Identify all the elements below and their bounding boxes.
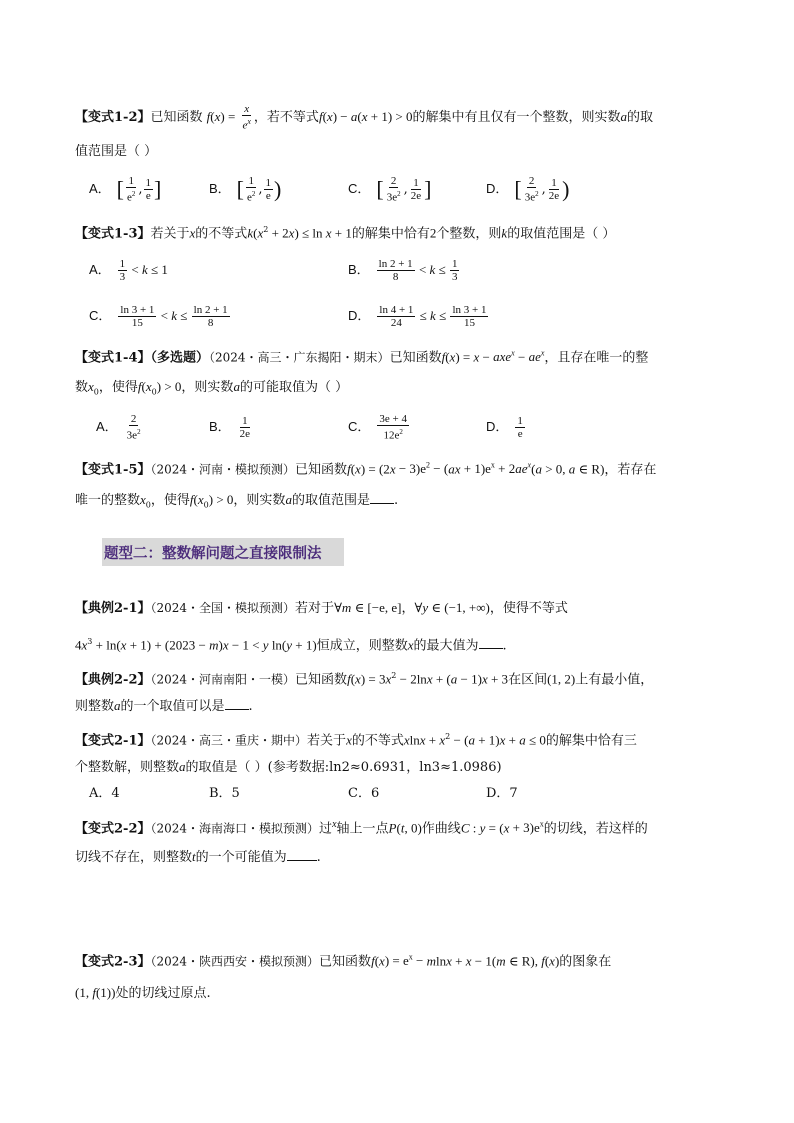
text: 的解集中有且仅有一个整数，则实数 [412,109,621,125]
problem-tag: 【变式1-3】 [75,226,151,242]
problem-tag: 【典例2-2】 [75,672,151,688]
problem-1-5-line-1: 【变式1-5】（2024・河南・模拟预测）已知函数$f(x) = (2x - 3)e^2 - (ax + 1)e^x + 2ae^x(a > 0$, a ∈ R)，若存在 [75,461,657,478]
problem-1-5-line-2: 唯一的整数$x_0$，使得$f(x_0) > 0$，则实数a的取值范围是 . [75,492,399,510]
text: 个整数，则 [436,226,502,242]
example-2-1-line-1: 【典例2-1】（2024・全国・模拟预测）若对于∀m ∈ [−e, e]，∀y ∈ (−1, +∞)，使得不等式 [75,600,568,616]
text: . [248,699,253,714]
text: 已知函数 [295,462,348,478]
option-b[interactable]: B．5 [209,786,240,801]
text: 已知函数 [150,109,203,125]
text: 的一个取值可以是 [120,699,225,714]
answer-blank[interactable] [479,636,503,649]
answer-blank[interactable] [370,491,394,504]
option-label: D． [348,308,371,323]
option-b[interactable]: B． [ $\frac{1}{e^2}$ , $\frac{1}{e}$ ) [209,175,282,204]
text: （多选题） [150,350,210,366]
option-label: A． [89,181,111,196]
text: 的不等式 [351,733,404,749]
section-title: 题型二：整数解问题之直接限制法 [104,546,322,562]
text: ，则实数 [233,493,286,508]
text: 的解集中恰有 [351,226,430,242]
option-a[interactable]: A． $\frac{2}{3e^2}$ [96,413,141,442]
problem-1-3-line-1: 【变式1-3】若关于x的不等式$k(x^2 + 2x) \le \ln x + 1$的解集中恰有2个整数，则k的取值范围是（ ） [75,225,616,242]
text: ，使得 [98,380,138,395]
option-c[interactable]: C． $\frac{\ln 3 + 1}{15}$ < k ≤ $\frac{\ln 2 + 1}{8}$ [89,304,228,329]
text: 过 [319,821,333,837]
problem-tag: 【变式1-4】 [75,350,151,366]
text: 则整数 [75,699,115,714]
option-d[interactable]: D．7 [486,786,518,801]
text: 若对于 [295,601,335,616]
text: 的可能取值为（ ） [239,380,349,395]
text: 在区间 [508,672,548,688]
option-c[interactable]: C． [ $\frac{2}{3e^2}$ , $\frac{1}{2e}$ ] [348,175,432,204]
text: （2024・全国・模拟预测） [150,601,296,615]
option-label: D． [486,419,509,434]
text: . [316,850,321,865]
text: 作曲线 [421,821,461,837]
option-c[interactable]: C． $\frac{3e + 4}{12e^2}$ [348,413,407,442]
text: 已知函数 [389,350,442,366]
problem-2-1-line-2: 个整数解，则整数a的取值是（ ）(参考数据:ln2≈0.6931，ln3≈1.0986) [75,759,502,775]
fraction: $\frac{x}{e^x}$ [242,103,251,132]
text: （2024・高三・广东揭阳・期末） [209,350,390,365]
option-b[interactable]: B． $\frac{\ln 2 + 1}{8}$ < k ≤ $\frac{1}{3}$ [348,258,458,283]
example-2-2-line-1: 【典例2-2】（2024・河南南阳・一模）已知函数$f(x) = 3x^2 - 2\ln x + (a - 1)x + 3$在区间(1, 2)上有最小值， [75,671,654,688]
text: 恒成立，则整数 [316,638,408,654]
text: 的切线，若这样的 [543,821,648,837]
text: （2024・高三・重庆・期中） [150,733,308,748]
answer-blank[interactable] [225,697,249,710]
text: ，则实数 [181,380,234,395]
text: 上有最小值， [575,672,654,688]
option-label: D． [486,181,509,196]
answer-blank[interactable] [287,848,317,861]
text: 切线不存在，则整数 [75,850,193,865]
problem-1-4-line-2: 数$x_0$，使得$f(x_0) > 0$，则实数a的可能取值为（ ） [75,379,349,397]
problem-1-2-line-1: 【变式1-2】已知函数 f(x) = $\frac{x}{e^x}$ ，若不等式f(x) − a(x + 1) > 0的解集中有且仅有一个整数，则实数a的取 [75,103,654,132]
option-a[interactable]: A． [ $\frac{1}{e^2}$ , $\frac{1}{e}$ ] [89,175,162,204]
text: . [502,638,507,654]
problem-2-1-line-1: 【变式2-1】（2024・高三・重庆・期中）若关于x的不等式$xlnx + x^2 - (a + 1)x + a \le 0$的解集中恰有三 [75,732,637,749]
text: 若关于 [150,226,190,242]
option-label: B． [348,262,370,277]
option-label: C． [348,419,371,434]
option-b[interactable]: B． $\frac{1}{2e}$ [209,415,251,440]
text: 个整数解，则整数 [75,760,180,775]
problem-2-3-line-1: 【变式2-3】（2024・陕西西安・模拟预测）已知函数$f(x) = e^x - mlnx + x - 1(m$ ∈ R), f(x)的图象在 [75,953,612,970]
option-d[interactable]: D． [ $\frac{2}{3e^2}$ , $\frac{1}{2e}$ ) [486,175,570,204]
example-2-2-line-2: 则整数a的一个取值可以是 . [75,698,253,714]
text: ，若存在 [604,462,657,478]
text: 2 [429,225,437,241]
problem-2-2-line-2: 切线不存在，则整数t的一个可能值为 . [75,849,321,865]
text: 的解集中恰有三 [545,733,637,749]
text: （2024・河南南阳・一模） [150,672,296,687]
option-a[interactable]: A．4 [89,786,120,801]
text: 的取值范围是 [291,493,370,508]
text: ，且存在唯一的整 [544,350,649,366]
problem-tag: 【变式1-5】 [75,462,151,478]
problem-tag: 【典例2-1】 [75,601,151,616]
text: 的最大值为 [413,638,479,654]
text: ， [401,601,415,616]
text: 的取 [627,109,654,125]
option-c[interactable]: C．6 [348,786,380,801]
option-a[interactable]: A． $\frac{1}{3}$ < k ≤ 1 [89,258,168,283]
option-label: B． [209,181,231,196]
text: 的不等式 [195,226,248,242]
text: 的图象在 [559,954,612,970]
text: 数 [75,380,89,395]
option-label: C． [348,181,371,196]
option-label: B． [209,419,231,434]
problem-1-2-line-2: 值范围是（ ） [75,144,158,159]
text: ，使得 [150,493,190,508]
text: （2024・海南海口・模拟预测） [150,821,320,836]
text: 的一个可能值为 [195,850,287,865]
option-label: C． [89,308,112,323]
section-heading [102,538,344,566]
text: 的取值范围是（ ） [507,226,616,242]
problem-2-3-line-2: (1, f(1))处的切线过原点. [75,985,211,1001]
text: （2024・陕西西安・模拟预测） [150,954,320,969]
problem-tag: 【变式1-2】 [75,109,151,125]
problem-tag: 【变式2-3】 [75,954,151,970]
text: ，若不等式 [253,109,319,125]
text: 轴上一点 [336,821,389,837]
text: （2024・河南・模拟预测） [150,462,296,477]
text: ，使得不等式 [489,601,568,616]
problem-tag: 【变式2-1】 [75,733,151,749]
text: 的取值是（ ）(参考数据:ln2≈0.6931，ln3≈1.0986) [185,760,502,775]
text: 已知函数 [319,954,372,970]
option-label: A． [96,419,118,434]
text: 已知函数 [295,672,348,688]
problem-tag: 【变式2-2】 [75,821,151,837]
option-d[interactable]: D． $\frac{\ln 4 + 1}{24}$ ≤ k ≤ $\frac{\ln 3 + 1}{15}$ [348,304,487,329]
example-2-1-line-2: $4x^3 + \ln(x + 1) + (2023 - m)x - 1 < y$ ln(y + 1)恒成立，则整数x的最大值为 . [75,637,507,654]
option-d[interactable]: D． $\frac{1}{e}$ [486,415,523,440]
text: 唯一的整数 [75,493,141,508]
option-label: A． [89,262,111,277]
text: 处的切线过原点. [115,986,211,1001]
problem-1-4-line-1: 【变式1-4】（多选题）（2024・高三・广东揭阳・期末）已知函数$f(x) = x - axe^x - ae^x$，且存在唯一的整 [75,349,649,366]
text: . [393,493,399,508]
text: 若关于 [307,733,347,749]
problem-2-2-line-1: 【变式2-2】（2024・海南海口・模拟预测）过$^x$轴上一点P(t, 0)作曲线C : $y = (x + 3)e^x$的切线，若这样的 [75,819,648,837]
